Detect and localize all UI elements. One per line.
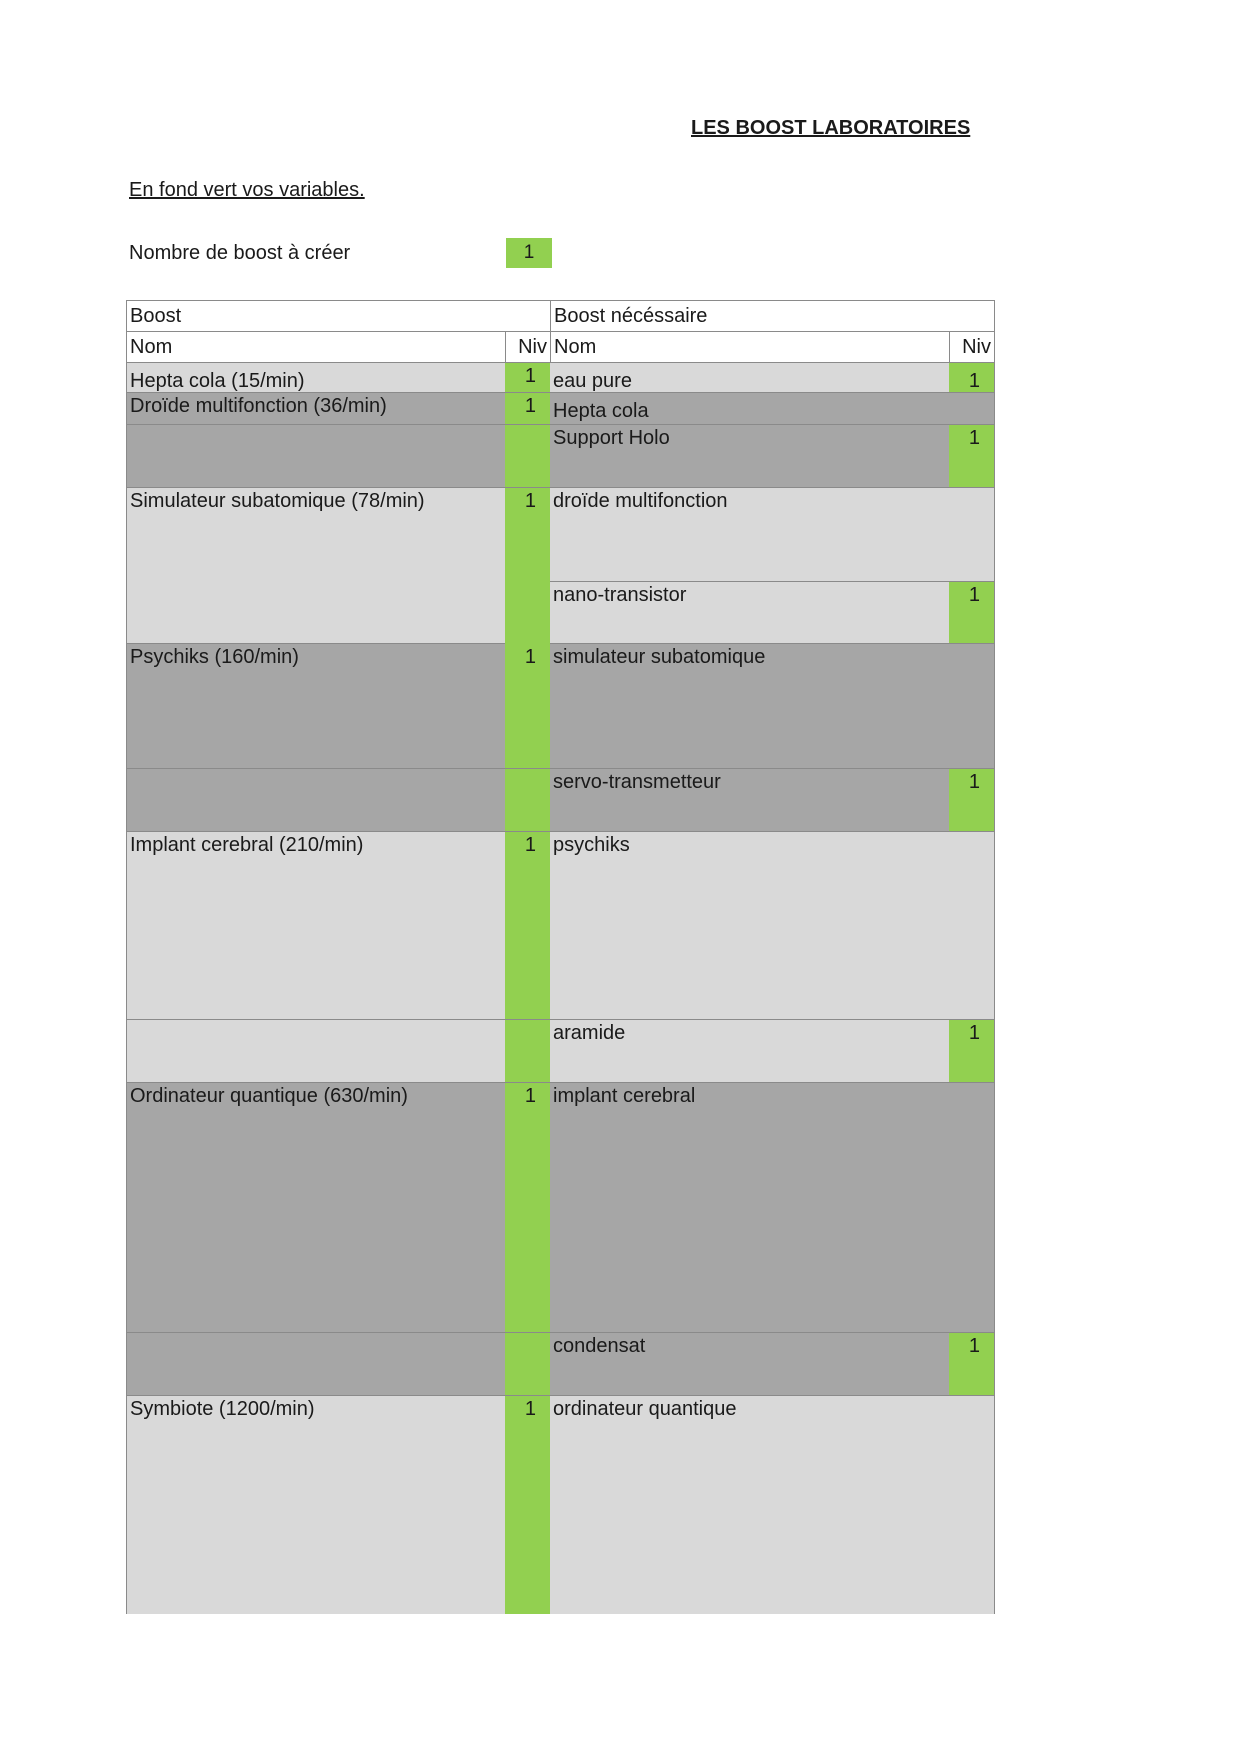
- required-niv: [949, 1396, 995, 1614]
- page-title: LES BOOST LABORATOIRES: [691, 117, 971, 139]
- required-niv-input[interactable]: 1: [949, 363, 995, 393]
- required-name: servo-transmetteur: [550, 769, 950, 832]
- boost-name: Hepta cola (15/min): [126, 363, 506, 393]
- boost-niv-input[interactable]: 1: [505, 1083, 551, 1333]
- boost-niv-spacer: [505, 1333, 551, 1396]
- boost-niv-input[interactable]: 1: [505, 644, 551, 769]
- boost-name: Implant cerebral (210/min): [126, 832, 506, 1020]
- header-nom: Nom: [126, 331, 506, 363]
- required-name: implant cerebral: [550, 1083, 950, 1333]
- boost-name: Ordinateur quantique (630/min): [126, 1083, 506, 1333]
- header-boost-necessaire: Boost nécéssaire: [550, 300, 995, 332]
- boost-niv-input[interactable]: 1: [505, 832, 551, 1020]
- boost-niv-spacer: [505, 425, 551, 488]
- boost-count-input[interactable]: 1: [506, 238, 552, 268]
- variables-note: En fond vert vos variables.: [129, 179, 365, 201]
- boost-spacer: [126, 769, 506, 832]
- boost-niv-input[interactable]: 1: [505, 488, 551, 644]
- boost-name: Simulateur subatomique (78/min): [126, 488, 506, 644]
- boost-niv-spacer: [505, 1020, 551, 1083]
- required-niv: [949, 488, 995, 582]
- required-name: nano-transistor: [550, 582, 950, 644]
- required-name: Hepta cola: [550, 393, 950, 425]
- required-niv-input[interactable]: 1: [949, 769, 995, 832]
- header-nom: Nom: [550, 331, 950, 363]
- required-name: psychiks: [550, 832, 950, 1020]
- required-name: eau pure: [550, 363, 950, 393]
- boost-count-label: Nombre de boost à créer: [129, 242, 351, 264]
- required-name: ordinateur quantique: [550, 1396, 950, 1614]
- required-name: Support Holo: [550, 425, 950, 488]
- header-boost: Boost: [126, 300, 551, 332]
- header-niv: Niv: [949, 331, 995, 363]
- required-niv: [949, 1083, 995, 1333]
- boost-niv-spacer: [505, 769, 551, 832]
- boost-niv-input[interactable]: 1: [505, 363, 551, 393]
- required-niv-input[interactable]: 1: [949, 1333, 995, 1396]
- required-name: simulateur subatomique: [550, 644, 950, 769]
- required-name: condensat: [550, 1333, 950, 1396]
- header-niv: Niv: [505, 331, 551, 363]
- boost-spacer: [126, 1020, 506, 1083]
- required-name: droïde multifonction: [550, 488, 950, 582]
- boost-name: Psychiks (160/min): [126, 644, 506, 769]
- boost-spacer: [126, 425, 506, 488]
- required-niv: [949, 832, 995, 1020]
- boost-table: [126, 300, 995, 1614]
- required-niv-input[interactable]: 1: [949, 582, 995, 644]
- required-niv-input[interactable]: 1: [949, 425, 995, 488]
- boost-name: Symbiote (1200/min): [126, 1396, 506, 1614]
- boost-spacer: [126, 1333, 506, 1396]
- boost-name: Droïde multifonction (36/min): [126, 393, 506, 425]
- boost-niv-input[interactable]: 1: [505, 393, 551, 425]
- required-name: aramide: [550, 1020, 950, 1083]
- required-niv-input[interactable]: 1: [949, 1020, 995, 1083]
- required-niv: [949, 393, 995, 425]
- boost-niv-input[interactable]: 1: [505, 1396, 551, 1614]
- required-niv: [949, 644, 995, 769]
